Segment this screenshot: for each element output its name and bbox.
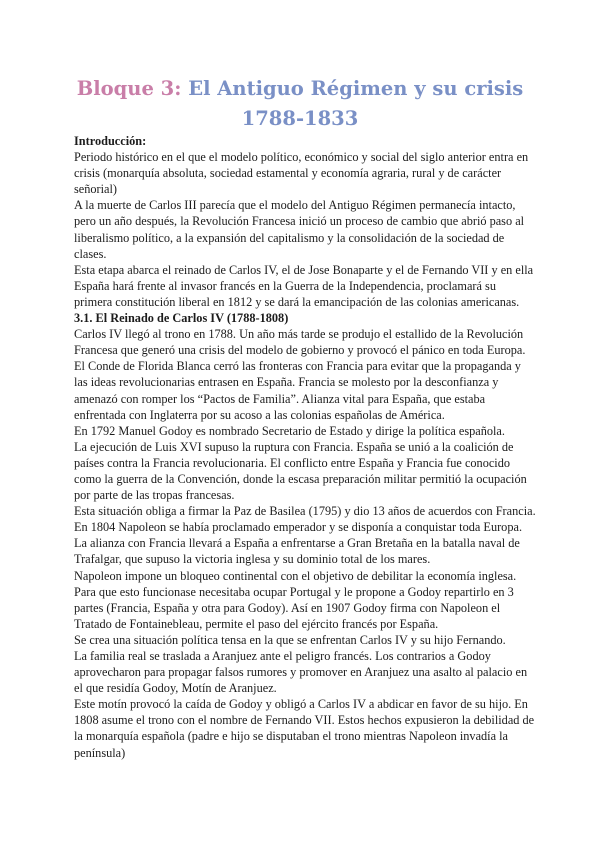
section-paragraph: En 1804 Napoleon se había proclamado emperador y se disponía a conquistar toda Europa. xyxy=(74,520,523,535)
section-paragraph: Carlos IV llegó al trono en 1788. Un año más tarde se produjo el estallido de la Revolución Francesa que generó una crisis del modelo de gobierno y provocó el pánico en toda Europa. xyxy=(74,327,526,358)
section-paragraph: Se crea una situación política tensa en la que se enfrentan Carlos IV y su hijo Fernando. xyxy=(74,632,506,647)
page-title xyxy=(0,74,600,134)
intro-paragraph: Periodo histórico en el que el modelo político, económico y social del siglo anterior entra en crisis (monarquía absoluta, sociedad estamental y economía agraria, rural y de carácter señorial) xyxy=(74,150,529,197)
title-line-1 xyxy=(0,74,600,104)
section-paragraph: En 1792 Manuel Godoy es nombrado Secretario de Estado y dirige la política española. xyxy=(74,423,505,438)
section-paragraph: Esta situación obliga a firmar la Paz de Basilea (1795) y dio 13 años de acuerdos con Francia. xyxy=(74,504,536,519)
section-paragraph: Napoleon impone un bloqueo continental con el objetivo de debilitar la economía inglesa. Para que esto funcionase necesitaba ocupar Portugal y le propone a Godoy repartirlo en 3 partes (Francia, España y otra para Godoy). Así en 1907 Godoy firma con Napoleon el Tratado de Fontainebleau, permite el paso del ejército francés por España. xyxy=(74,568,517,631)
section-heading: 3.1. El Reinado de Carlos IV (1788-1808) xyxy=(74,311,289,326)
section-paragraph: La familia real se traslada a Aranjuez ante el peligro francés. Los contrarios a Godoy aprovecharon para propagar falsos rumores y promover en Aranjuez una asalto al palacio en el que residía Godoy, Motín de Aranjuez. xyxy=(74,649,528,696)
document-body xyxy=(74,133,536,761)
section-paragraph: La ejecución de Luis XVI supuso la ruptura con Francia. España se unió a la coalición de países contra la Francia revolucionaria. El conflicto entre España y Francia fue conocido como la guerra de la Convención, donde la escasa preparación militar permitió la ocupación por parte de las tropas francesas. xyxy=(74,439,527,503)
intro-paragraph: A la muerte de Carlos III parecía que el modelo del Antiguo Régimen permanecía intacto, pero un año después, la Revolución Francesa inició un proceso de cambio que abrió paso al liberalismo político, a la expansión del capitalismo y la consolidación de la sociedad de clases. xyxy=(74,198,525,261)
intro-heading: Introducción: xyxy=(74,134,147,148)
title-years: 1788-1833 xyxy=(241,107,359,130)
section-paragraph: El Conde de Florida Blanca cerró las fronteras con Francia para evitar que la propaganda y las ideas revolucionarias entrasen en España. Francia se molesto por la desconfianza y amenazó con romper los “Pactos de Familia”. Alianza vital para España, que estaba enfrentada con Inglaterra por su acoso a las colonias españolas de América. xyxy=(74,359,521,422)
title-text: El Antiguo Régimen y su crisis xyxy=(188,77,524,100)
section-paragraph: Este motín provocó la caída de Godoy y obligó a Carlos IV a abdicar en favor de su hijo. En 1808 asume el trono con el nombre de Fernando VII. Estos hechos expusieron la debilidad de la monarquía española (padre e hijo se disputaban el trono mientras Napoleon invadía la península) xyxy=(74,697,535,760)
section-paragraph: La alianza con Francia llevará a España a enfrentarse a Gran Bretaña en la batalla naval de Trafalgar, que supuso la victoria inglesa y su dominio total de los mares. xyxy=(74,536,520,567)
title-block-label: Bloque 3: xyxy=(76,77,182,100)
intro-paragraph: Esta etapa abarca el reinado de Carlos IV, el de Jose Bonaparte y el de Fernando VII y en ella España hará frente al invasor francés en la Guerra de la Independencia, proclamará su primera constitución liberal en 1812 y se dará la emancipación de las colonias americanas. xyxy=(74,262,534,309)
